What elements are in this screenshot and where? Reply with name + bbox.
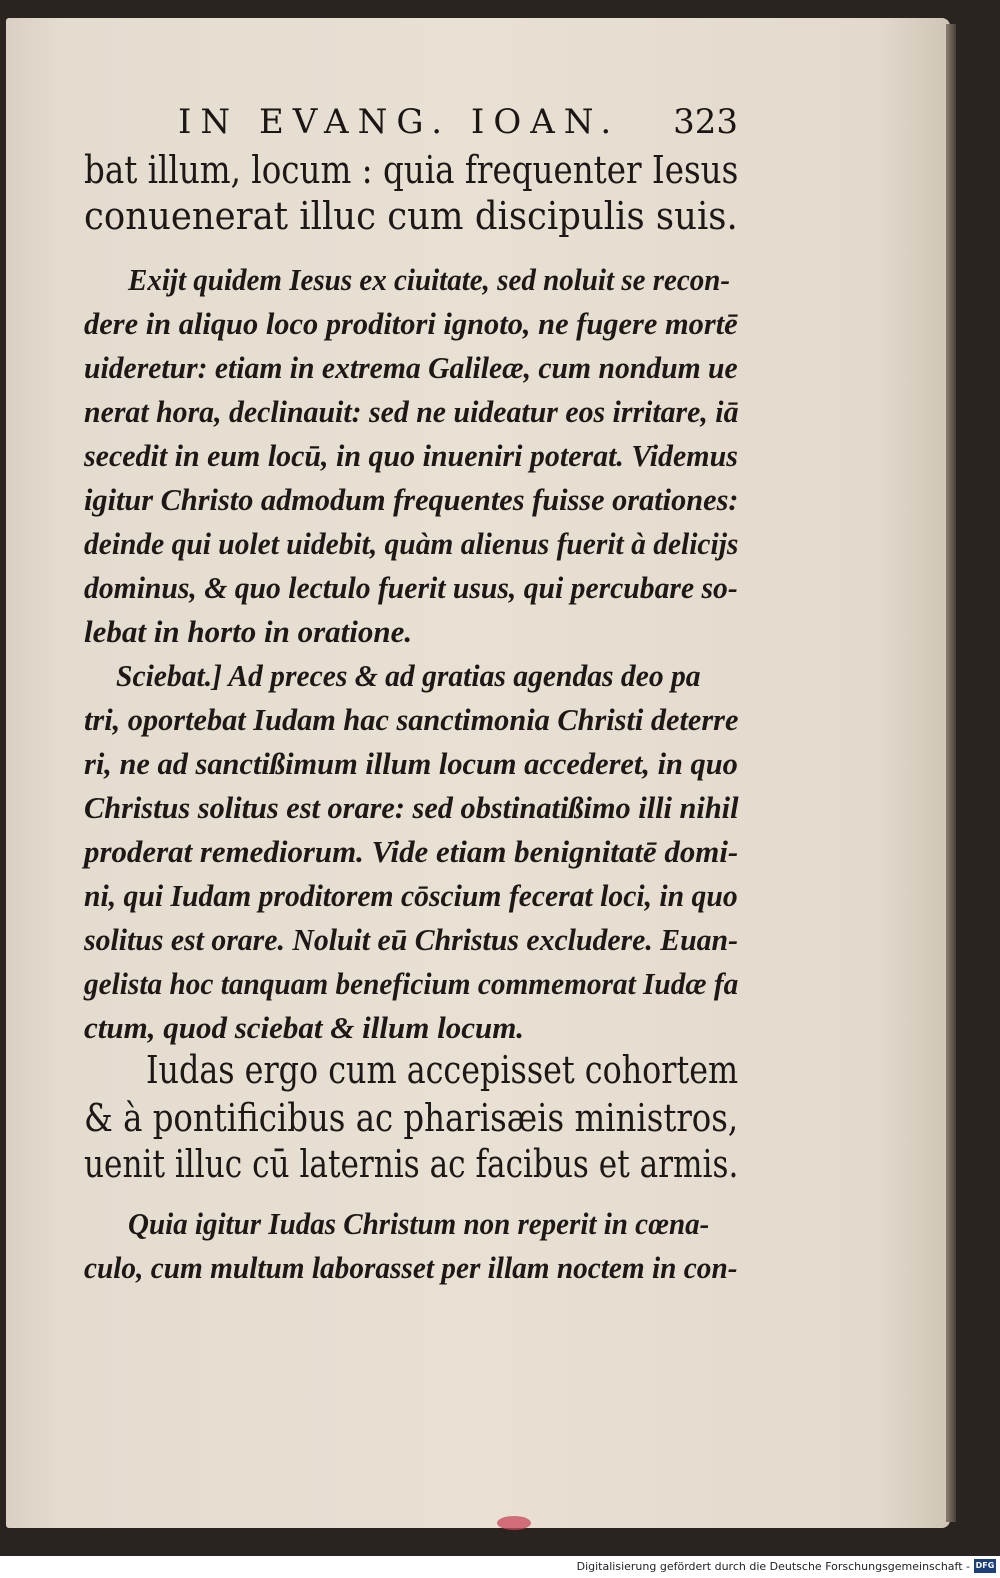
text-line: uideretur: etiam in extrema Galileæ, cum nondum ue <box>84 350 738 385</box>
text-line: igitur Christo admodum frequentes fuisse orationes: <box>84 482 739 517</box>
text-line: ctum, quod sciebat & illum locum. <box>84 1010 525 1045</box>
text-line: Sciebat.] Ad preces & ad gratias agendas deo pa <box>116 658 701 693</box>
text-line: Exijt quidem Iesus ex ciuitate, sed noluit se recon- <box>128 262 731 297</box>
text-line: secedit in eum locū, in quo inueniri poterat. Videmus <box>84 438 738 473</box>
text-line: proderat remediorum. Vide etiam benignitatē domi- <box>84 834 739 869</box>
text-line: ri, ne ad sanctißimum illum locum accederet, in quo <box>84 746 738 781</box>
text-line: deinde qui uolet uidebit, quàm alienus fuerit à delicijs <box>84 526 739 561</box>
text-line: dere in aliquo loco proditori ignoto, ne fugere mortē <box>84 306 738 341</box>
text-line: & à pontificibus ac pharisæis ministros, <box>84 1096 739 1140</box>
dfg-logo-icon: DFG <box>974 1559 996 1573</box>
text-line: uenit illuc cū laternis ac facibus et armis. <box>84 1142 739 1186</box>
text-line: dominus, & quo lectulo fuerit usus, qui percubare so- <box>84 570 738 605</box>
text-line: culo, cum multum laborasset per illam noctem in con- <box>84 1250 738 1285</box>
text-line: bat illum, locum : quia frequenter Iesus <box>84 148 739 192</box>
text-line: Christus solitus est orare: sed obstinatißimo illi nihil <box>84 790 739 825</box>
text-line: solitus est orare. Noluit eū Christus excludere. Euan- <box>84 922 739 957</box>
text-line: Quia igitur Iudas Christum non reperit in cœna- <box>128 1206 710 1241</box>
running-title: IN EVANG. IOAN. <box>178 102 621 142</box>
text-line: gelista hoc tanquam beneficium commemorat Iudæ fa <box>84 966 739 1001</box>
red-ribbon-mark <box>497 1516 531 1530</box>
text-line: lebat in horto in oratione. <box>84 614 413 649</box>
text-line: Iudas ergo cum accepisset cohortem <box>146 1048 739 1092</box>
text-line: tri, oportebat Iudam hac sanctimonia Christi deterre <box>84 702 739 737</box>
text-line: ni, qui Iudam proditorem cōscium fecerat loci, in quo <box>84 878 738 913</box>
page-edge <box>946 24 956 1522</box>
digitization-footer <box>0 1556 1000 1578</box>
text-line: conuenerat illuc cum discipulis suis. <box>84 194 738 238</box>
footer-credit: Digitalisierung gefördert durch die Deutsche Forschungsgemeinschaft - <box>576 1560 970 1573</box>
text-line: nerat hora, declinauit: sed ne uideatur eos irritare, iā <box>84 394 739 429</box>
page-number: 323 <box>673 102 738 142</box>
running-header <box>178 102 738 146</box>
